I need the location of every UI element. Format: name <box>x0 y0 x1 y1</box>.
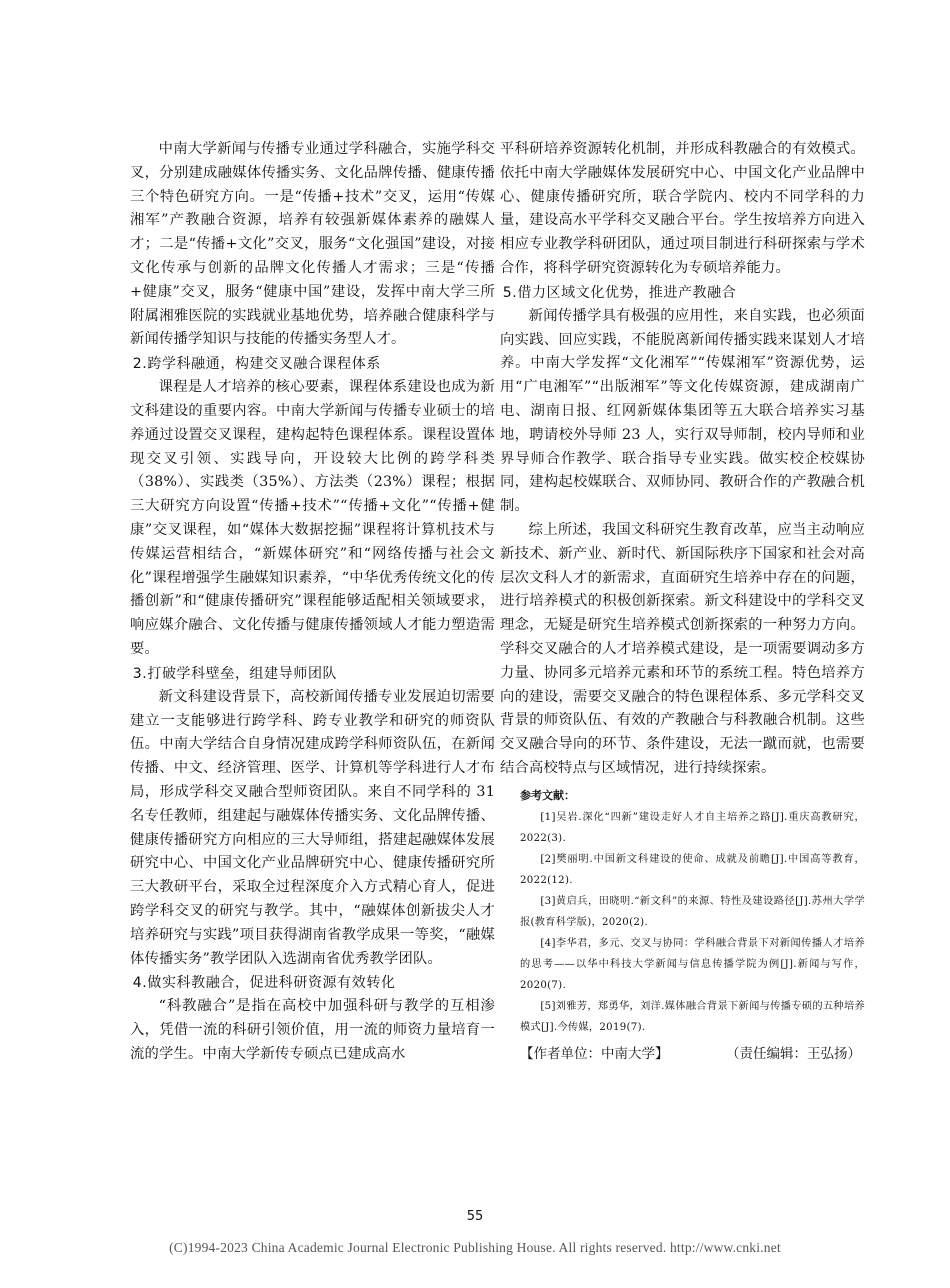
page-number: 55 <box>466 1209 484 1224</box>
responsible-editor: （责任编辑：王弘扬） <box>726 1045 861 1062</box>
section-heading-2: 2.跨学科融通，构建交叉融合课程体系 <box>132 356 381 373</box>
references-title: 参考文献： <box>520 788 575 802</box>
paragraph-science-education-continued: 平科研培养资源转化机制，并形成科教融合的有效模式。依托中南大学融媒体发展研究中心、中国文化产业品牌中心、健康传播研究所，联合学院内、校内不同学科的力量，建设高水平学科交叉融合平台。学生按培养方向进入相应专业教学科研团队，通过项目制进行科研探索与学术合作，将科学研究资源转化为专硕培养能力。 <box>500 141 865 276</box>
author-unit: 【作者单位：中南大学】 <box>520 1045 669 1062</box>
section-heading-5: 5.借力区域文化优势，推进产教融合 <box>502 284 737 301</box>
left-column <box>130 138 495 1067</box>
paragraph-discipline-integration: 中南大学新闻与传播专业通过学科融合，实施学科交叉，分别建成融媒体传播实务、文化品牌传播、健康传播三个特色研究方向。一是“传播+技术”交叉，运用“传媒湘军”产教融合资源，培养有较强新媒体素养的融媒人才；二是“传播+文化”交叉，服务“文化强国”建设，对接文化传承与创新的品牌文化传播人才需求；三是“传播+健康”交叉，服务“健康中国”建设，发挥中南大学三所附属湘雅医院的实践就业基地优势，培养融合健康科学与新闻传播学知识与技能的传播实务型人才。 <box>130 141 495 348</box>
right-column <box>500 138 865 1066</box>
copyright-notice: (C)1994-2023 China Academic Journal Electronic Publishing House. All rights reserved. http://www.cnki.net <box>169 1240 781 1255</box>
reference-item: [3]黄启兵，田晓明.“新文科”的来源、特性及建设路径[J].苏州大学学报(教育科学版)，2020(2). <box>520 895 865 928</box>
reference-item: [2]樊丽明.中国新文科建设的使命、成就及前瞻[J].中国高等教育，2022(12). <box>520 853 865 886</box>
section-heading-3: 3.打破学科壁垒，组建导师团队 <box>132 665 338 682</box>
section-heading-4: 4.做实科教融合，促进科研资源有效转化 <box>132 975 396 992</box>
article-footer <box>500 1042 865 1066</box>
paragraph-conclusion: 综上所述，我国文科研究生教育改革，应当主动响应新技术、新产业、新时代、新国际秩序下国家和社会对高层次文科人才的新需求，直面研究生培养中存在的问题，进行培养模式的积极创新探索。新文科建设中的学科交叉理念，无疑是研究生培养模式创新探索的一种努力方向。学科交叉融合的人才培养模式建设，是一项需要调动多方力量、协同多元培养元素和环节的系统工程。特色培养方向的建设，需要交叉融合的特色课程体系、多元学科交叉背景的师资队伍、有效的产教融合与科教融合机制。这些交叉融合导向的环节、条件建设，无法一蹴而就，也需要结合高校特点与区域情况，进行持续探索。 <box>500 521 865 776</box>
paragraph-curriculum: 课程是人才培养的核心要素，课程体系建设也成为新文科建设的重要内容。中南大学新闻与传播专业硕士的培养通过设置交叉课程，建构起特色课程体系。课程设置体现交叉引领、实践导向，开设较大比例的跨学科类（38%）、实践类（35%）、方法类（23%）课程；根据三大研究方向设置“传播+技术”“传播+文化”“传播+健康”交叉课程，如“媒体大数据挖掘”课程将计算机技术与传媒运营相结合，“新媒体研究”和“网络传播与社会文化”课程增强学生融媒知识素养，“中华优秀传统文化的传播创新”和“健康传播研究”课程能够适配相关领域要求，响应媒介融合、文化传播与健康传播领域人才能力塑造需要。 <box>130 379 495 657</box>
paragraph-science-education: “科教融合”是指在高校中加强科研与教学的互相渗入，凭借一流的科研引领价值，用一流的师资力量培育一流的学生。中南大学新传专硕点已建成高水 <box>130 998 495 1062</box>
paragraph-industry-education: 新闻传播学具有极强的应用性，来自实践，也必须面向实践、回应实践，不能脱离新闻传播实践来谋划人才培养。中南大学发挥“文化湘军”“传媒湘军”资源优势，运用“广电湘军”“出版湘军”等文化传媒资源，建成湖南广电、湖南日报、红网新媒体集团等五大联合培养实习基地，聘请校外导师 23 人，实行双导师制，校内导师和业界导师合作教学、联合指导专业实践。做实校企校媒协同，建构起校媒联合、双师协同、教研合作的产教融合机制。 <box>500 307 865 515</box>
reference-item: [5]刘雅芳，郑勇华，刘洋.媒体融合背景下新闻与传播专硕的五种培养模式[J].今传媒，2019(7). <box>520 1000 865 1033</box>
paragraph-mentor-team: 新文科建设背景下，高校新闻传播专业发展迫切需要建立一支能够进行跨学科、跨专业教学和研究的师资队伍。中南大学结合自身情况建成跨学科师资队伍，在新闻传播、中文、经济管理、医学、计算机等学科进行人才布局，形成学科交叉融合型师资团队。来自不同学科的 31 名专任教师，组建起与融媒体传播实务、文化品牌传播、健康传播研究方向相应的三大导师组，搭建起融媒体发展研究中心、中国文化产业品牌研究中心、健康传播研究所三大教研平台，采取全过程深度介入方式精心育人，促进跨学科交叉的研究与教学。其中，“融媒体创新拔尖人才培养研究与实践”项目获得湖南省教学成果一等奖，“融媒体传播实务”教学团队入选湖南省优秀教学团队。 <box>130 688 495 967</box>
reference-item: [4]李华君，多元、交叉与协同：学科融合背景下对新闻传播人才培养的思考——以华中科技大学新闻与信息传播学院为例[J].新闻与写作，2020(7). <box>520 937 865 991</box>
reference-item: [1]吴岩.深化“四新”建设走好人才自主培养之路[J].重庆高教研究，2022(3). <box>520 811 865 844</box>
